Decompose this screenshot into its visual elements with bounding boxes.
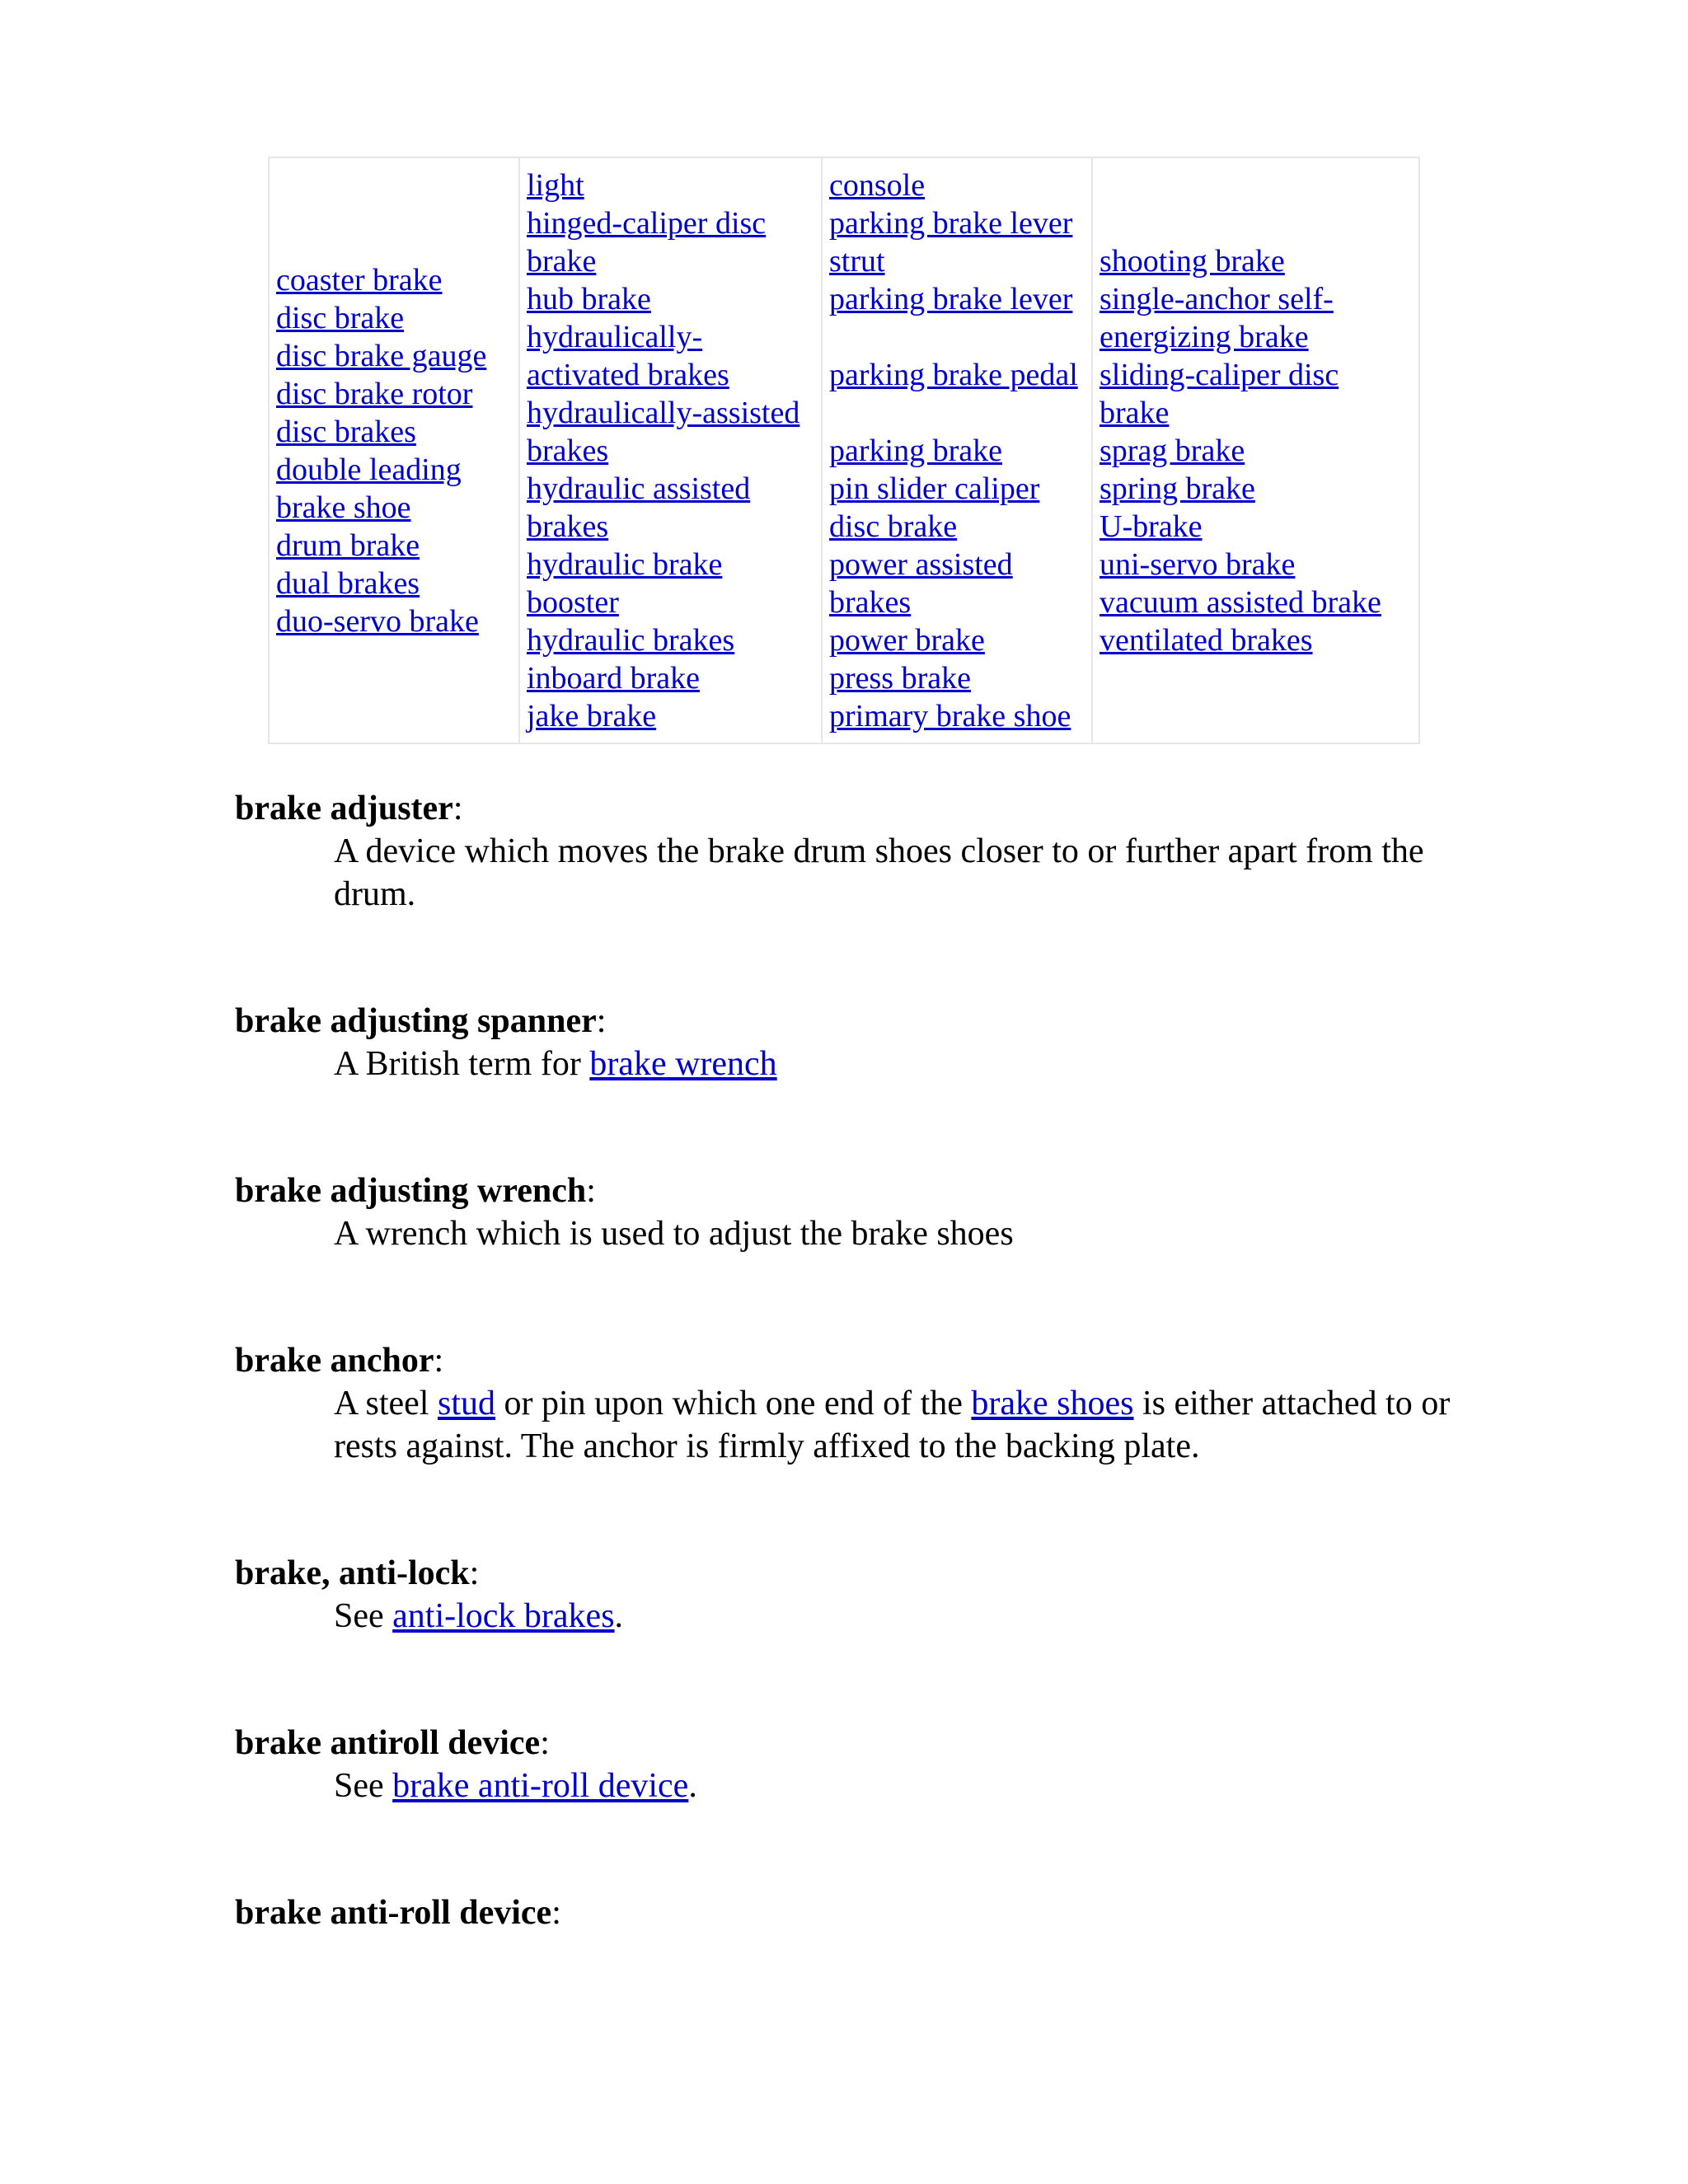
- glossary-entry: [235, 1722, 1488, 1807]
- index-link[interactable]: drum brake: [276, 527, 420, 563]
- index-link[interactable]: primary brake shoe: [829, 698, 1071, 733]
- entry-term: brake adjusting spanner:: [235, 1002, 607, 1040]
- entry-definition: A device which moves the brake drum shoes closer to or further apart from the drum.: [334, 832, 1424, 913]
- entry-definition: See brake anti-roll device.: [334, 1767, 697, 1805]
- index-link[interactable]: hydraulic brakes: [527, 622, 735, 658]
- term-title: brake adjusting spanner: [235, 1002, 597, 1040]
- cross-reference-link[interactable]: stud: [437, 1385, 495, 1422]
- index-column-3: [823, 158, 1093, 743]
- index-link[interactable]: hydraulically- activated brakes: [527, 319, 729, 392]
- glossary-entry: [235, 1552, 1488, 1638]
- index-link[interactable]: shooting brake: [1100, 243, 1285, 279]
- index-link[interactable]: console: [829, 167, 926, 203]
- index-link[interactable]: disc brake: [829, 509, 958, 544]
- term-title: brake anchor: [235, 1342, 434, 1380]
- glossary-definitions: [235, 787, 1488, 2018]
- entry-term: brake, anti-lock:: [235, 1554, 480, 1592]
- brake-index-table: [268, 157, 1420, 744]
- index-link[interactable]: pin slider caliper: [829, 471, 1040, 506]
- index-link[interactable]: disc brakes: [276, 414, 416, 449]
- index-link[interactable]: single-anchor self- energizing brake: [1100, 281, 1334, 354]
- index-link[interactable]: spring brake: [1100, 471, 1255, 506]
- glossary-entry: [235, 1891, 1488, 1934]
- index-spacer: [829, 318, 1091, 356]
- index-column-2: [520, 158, 823, 743]
- index-spacer: [829, 394, 1091, 432]
- index-link[interactable]: parking brake lever: [829, 281, 1073, 316]
- glossary-entry: [235, 1339, 1488, 1468]
- index-link[interactable]: disc brake gauge: [276, 338, 487, 373]
- index-link[interactable]: hydraulic assisted brakes: [527, 471, 751, 544]
- glossary-entry: [235, 787, 1488, 916]
- index-column-4: [1093, 158, 1422, 743]
- cross-reference-link[interactable]: brake wrench: [589, 1045, 777, 1083]
- index-link[interactable]: disc brake: [276, 300, 405, 335]
- glossary-entry: [235, 1000, 1488, 1085]
- index-link[interactable]: vacuum assisted brake: [1100, 584, 1381, 620]
- entry-term: brake adjuster:: [235, 790, 463, 827]
- index-link[interactable]: disc brake rotor: [276, 376, 473, 411]
- index-link[interactable]: duo-servo brake: [276, 603, 479, 639]
- index-link[interactable]: power assisted brakes: [829, 546, 1013, 620]
- index-link[interactable]: jake brake: [527, 698, 657, 733]
- index-link[interactable]: sliding-caliper disc brake: [1100, 357, 1339, 430]
- cross-reference-link[interactable]: anti-lock brakes: [392, 1597, 615, 1635]
- cross-reference-link[interactable]: brake anti-roll device: [392, 1767, 689, 1805]
- index-link[interactable]: power brake: [829, 622, 985, 658]
- index-link[interactable]: light: [527, 167, 584, 203]
- index-link[interactable]: ventilated brakes: [1100, 622, 1313, 658]
- entry-term: brake anti-roll device:: [235, 1894, 561, 1932]
- index-link[interactable]: inboard brake: [527, 660, 700, 696]
- term-title: brake anti-roll device: [235, 1894, 552, 1932]
- index-link[interactable]: coaster brake: [276, 262, 443, 298]
- term-title: brake adjusting wrench: [235, 1172, 587, 1210]
- index-column-1: [270, 158, 520, 743]
- index-link[interactable]: dual brakes: [276, 565, 420, 601]
- index-link[interactable]: strut: [829, 243, 885, 279]
- glossary-entry: [235, 1169, 1488, 1255]
- index-link[interactable]: sprag brake: [1100, 433, 1245, 468]
- index-link[interactable]: double leading brake shoe: [276, 452, 462, 525]
- index-link[interactable]: hub brake: [527, 281, 651, 316]
- entry-term: brake adjusting wrench:: [235, 1172, 596, 1210]
- index-link[interactable]: parking brake: [829, 433, 1002, 468]
- cross-reference-link[interactable]: brake shoes: [971, 1385, 1134, 1422]
- index-link[interactable]: parking brake lever: [829, 205, 1073, 241]
- entry-definition: A wrench which is used to adjust the brake shoes: [334, 1215, 1014, 1253]
- index-link[interactable]: hydraulic brake booster: [527, 546, 723, 620]
- entry-definition: A British term for brake wrench: [334, 1045, 777, 1083]
- index-link[interactable]: hydraulically-assisted brakes: [527, 395, 800, 468]
- index-link[interactable]: press brake: [829, 660, 971, 696]
- index-link[interactable]: uni-servo brake: [1100, 546, 1296, 582]
- term-title: brake antiroll device: [235, 1724, 541, 1762]
- index-link[interactable]: hinged-caliper disc brake: [527, 205, 767, 279]
- index-link[interactable]: parking brake pedal: [829, 357, 1078, 392]
- index-link[interactable]: U-brake: [1100, 509, 1203, 544]
- entry-definition: See anti-lock brakes.: [334, 1597, 624, 1635]
- entry-term: brake anchor:: [235, 1342, 444, 1380]
- term-title: brake, anti-lock: [235, 1554, 470, 1592]
- term-title: brake adjuster: [235, 790, 453, 827]
- entry-definition: A steel stud or pin upon which one end of the brake shoes is either attached to or rests against. The anchor is firmly affixed to the backing plate.: [334, 1385, 1451, 1465]
- entry-term: brake antiroll device:: [235, 1724, 550, 1762]
